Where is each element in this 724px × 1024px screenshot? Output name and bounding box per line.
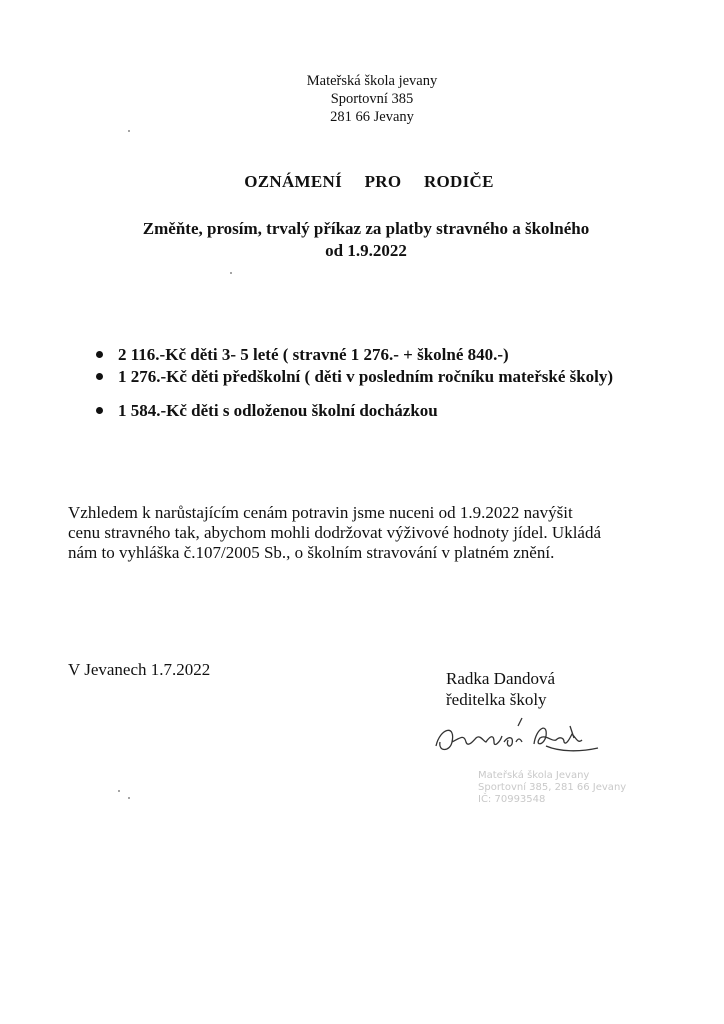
- school-city: 281 66 Jevany: [330, 109, 414, 125]
- subtitle-line-2: od 1.9.2022: [325, 241, 407, 260]
- title-word-3: RODIČE: [423, 172, 494, 191]
- school-street: Sportovní 385: [330, 91, 414, 107]
- price-list: [96, 345, 656, 423]
- scan-speck: [118, 790, 120, 792]
- notice-subtitle: [0, 218, 724, 262]
- title-word-2: PRO: [364, 172, 402, 191]
- school-address: [0, 72, 724, 126]
- stamp-line-3: IČ: 70993548: [478, 794, 546, 805]
- explanation-paragraph: Vzhledem k narůstajícím cenám potravin jsme nuceni od 1.9.2022 navýšit cenu stravného tak, abychom mohli dodržovat výživové hodnoty jídel. Ukládá nám to vyhláška č.107/2005 Sb., o školním stravování v platném znění.: [68, 503, 602, 562]
- scan-speck: [128, 130, 130, 132]
- signer-name: Radka Dandová: [446, 669, 556, 688]
- notice-title: [0, 172, 724, 192]
- bullet-icon: [96, 351, 103, 358]
- stamp-line-2: Sportovní 385, 281 66 Jevany: [478, 782, 627, 793]
- faded-stamp: [478, 770, 628, 806]
- price-item-text: 1 276.-Kč děti předškolní ( děti v posledním ročníku mateřské školy): [118, 367, 614, 386]
- price-item: [96, 345, 656, 365]
- bullet-icon: [96, 407, 103, 414]
- price-item-text: 1 584.-Kč děti s odloženou školní docházkou: [118, 401, 438, 420]
- price-item: [96, 367, 656, 387]
- signer-role: ředitelka školy: [446, 690, 547, 709]
- subtitle-line-1: Změňte, prosím, trvalý příkaz za platby stravného a školného: [142, 219, 590, 238]
- place-date: V Jevanech 1.7.2022: [68, 660, 211, 679]
- scan-speck: [230, 272, 232, 274]
- handwritten-signature: [430, 712, 600, 762]
- school-name: Mateřská škola jevany: [306, 73, 438, 89]
- title-word-1: OZNÁMENÍ: [244, 172, 343, 191]
- price-item-text: 2 116.-Kč děti 3- 5 leté ( stravné 1 276.- + školné 840.-): [118, 345, 509, 364]
- signer-block: [446, 668, 555, 710]
- bullet-icon: [96, 373, 103, 380]
- scan-speck: [128, 797, 130, 799]
- price-item: [96, 401, 656, 421]
- stamp-line-1: Mateřská škola Jevany: [478, 770, 590, 781]
